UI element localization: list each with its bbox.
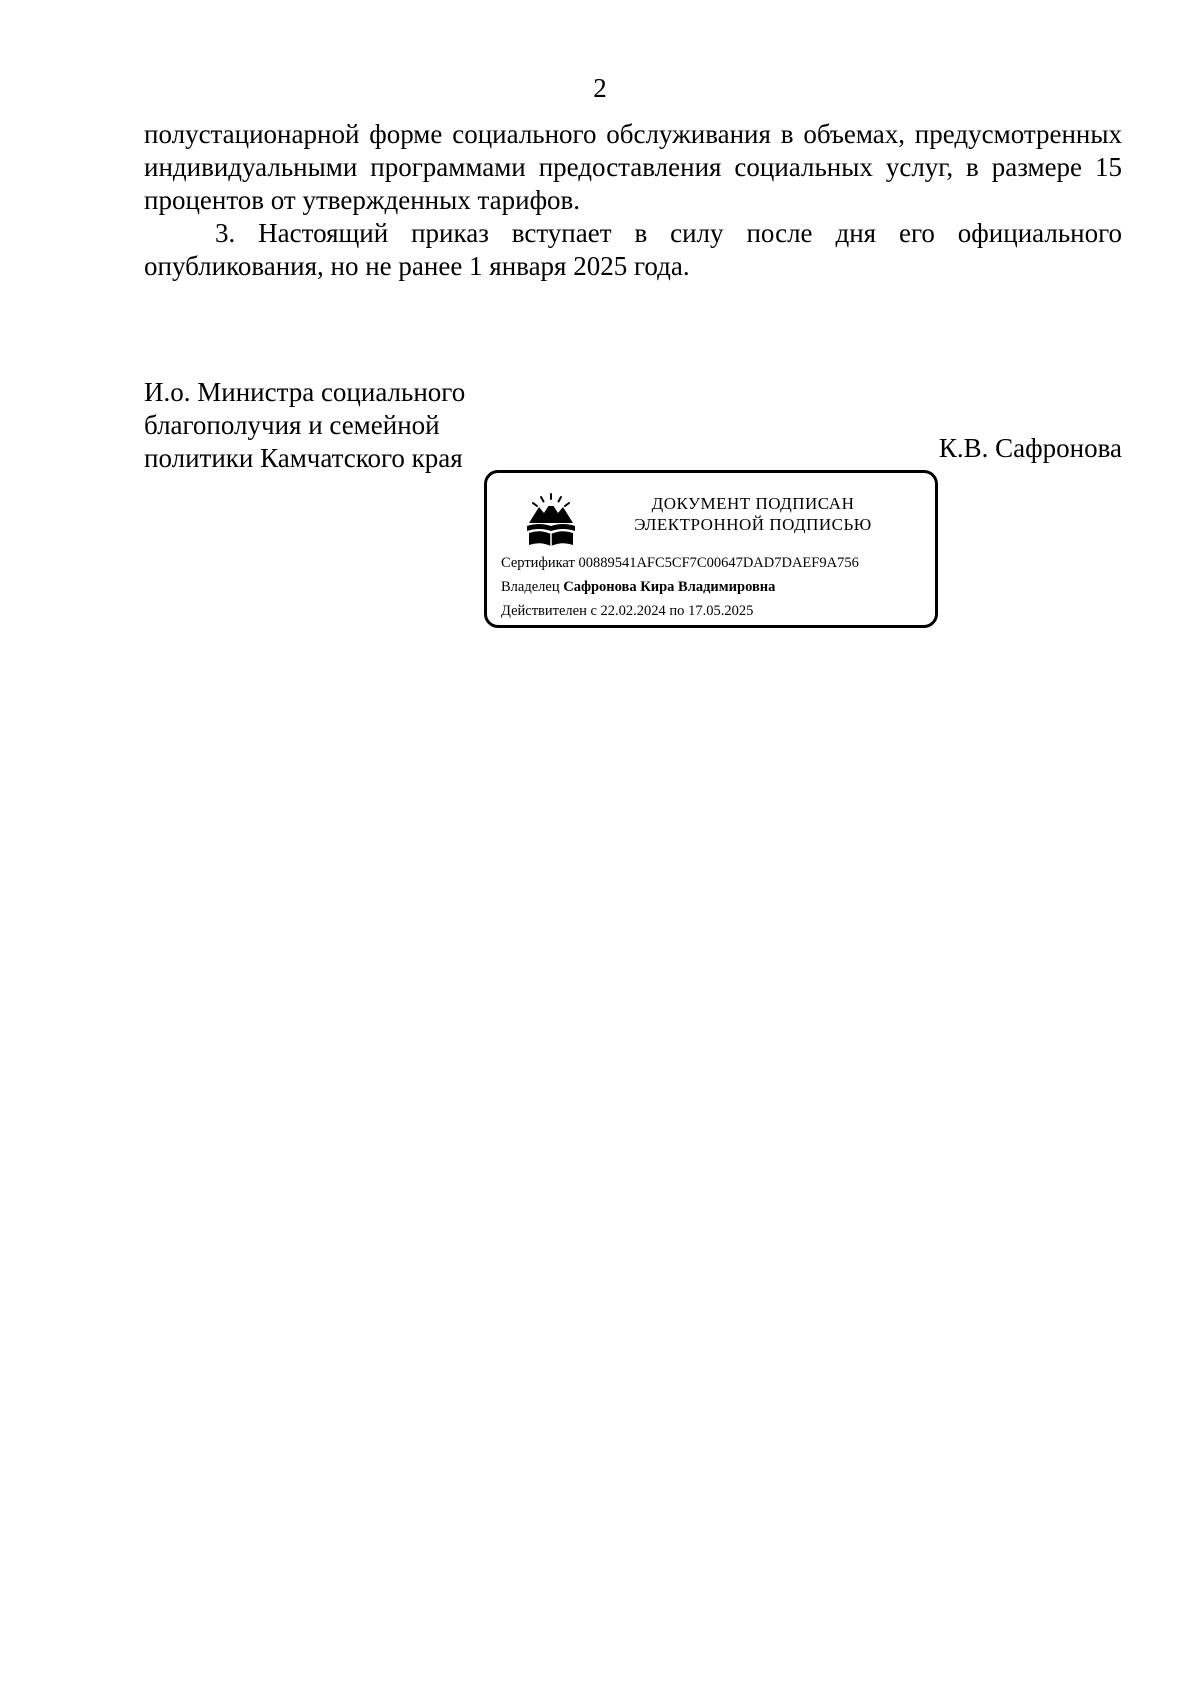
stamp-heading-line: ЭЛЕКТРОННОЙ ПОДПИСЬЮ: [634, 515, 872, 534]
stamp-details: [501, 551, 929, 623]
stamp-owner-row: [501, 575, 929, 599]
paragraph-effective-date: 3. Настоящий приказ вступает в силу после дня его официального опубликования, но не ранее 1 января 2025 года.: [144, 218, 1122, 281]
signer-title: [144, 376, 524, 475]
owner-value: Сафронова Кира Владимировна: [563, 579, 776, 595]
certificate-label: Сертификат: [501, 555, 575, 571]
kamchatka-emblem-icon: [525, 491, 577, 549]
stamp-heading: [577, 493, 929, 535]
valid-from-label: с: [590, 603, 597, 619]
signer-title-line: И.о. Министра социального: [144, 377, 466, 407]
stamp-validity-row: [501, 599, 929, 623]
valid-to-label: по: [669, 603, 685, 619]
valid-from-date: 22.02.2024: [600, 603, 666, 619]
document-body: [144, 118, 1122, 283]
electronic-signature-stamp: [484, 470, 938, 628]
valid-to-date: 17.05.2025: [688, 603, 754, 619]
stamp-heading-line: ДОКУМЕНТ ПОДПИСАН: [651, 494, 855, 513]
owner-label: Владелец: [501, 579, 560, 595]
signer-name: К.В. Сафронова: [938, 433, 1122, 463]
stamp-certificate-row: [501, 551, 929, 575]
valid-label: Действителен: [501, 603, 587, 619]
signer-title-line: политики Камчатского края: [144, 443, 463, 473]
certificate-value: 00889541AFC5CF7C00647DAD7DAEF9A756: [578, 555, 859, 571]
paragraph-continuation: полустационарной форме социального обслуживания в объемах, предусмотренных индивидуальными программами предоставления социальных услуг, в размере 15 процентов от утвержденных тарифов.: [144, 119, 1122, 215]
signer-title-line: благополучия и семейной: [144, 410, 440, 440]
page-number: 2: [593, 73, 607, 103]
